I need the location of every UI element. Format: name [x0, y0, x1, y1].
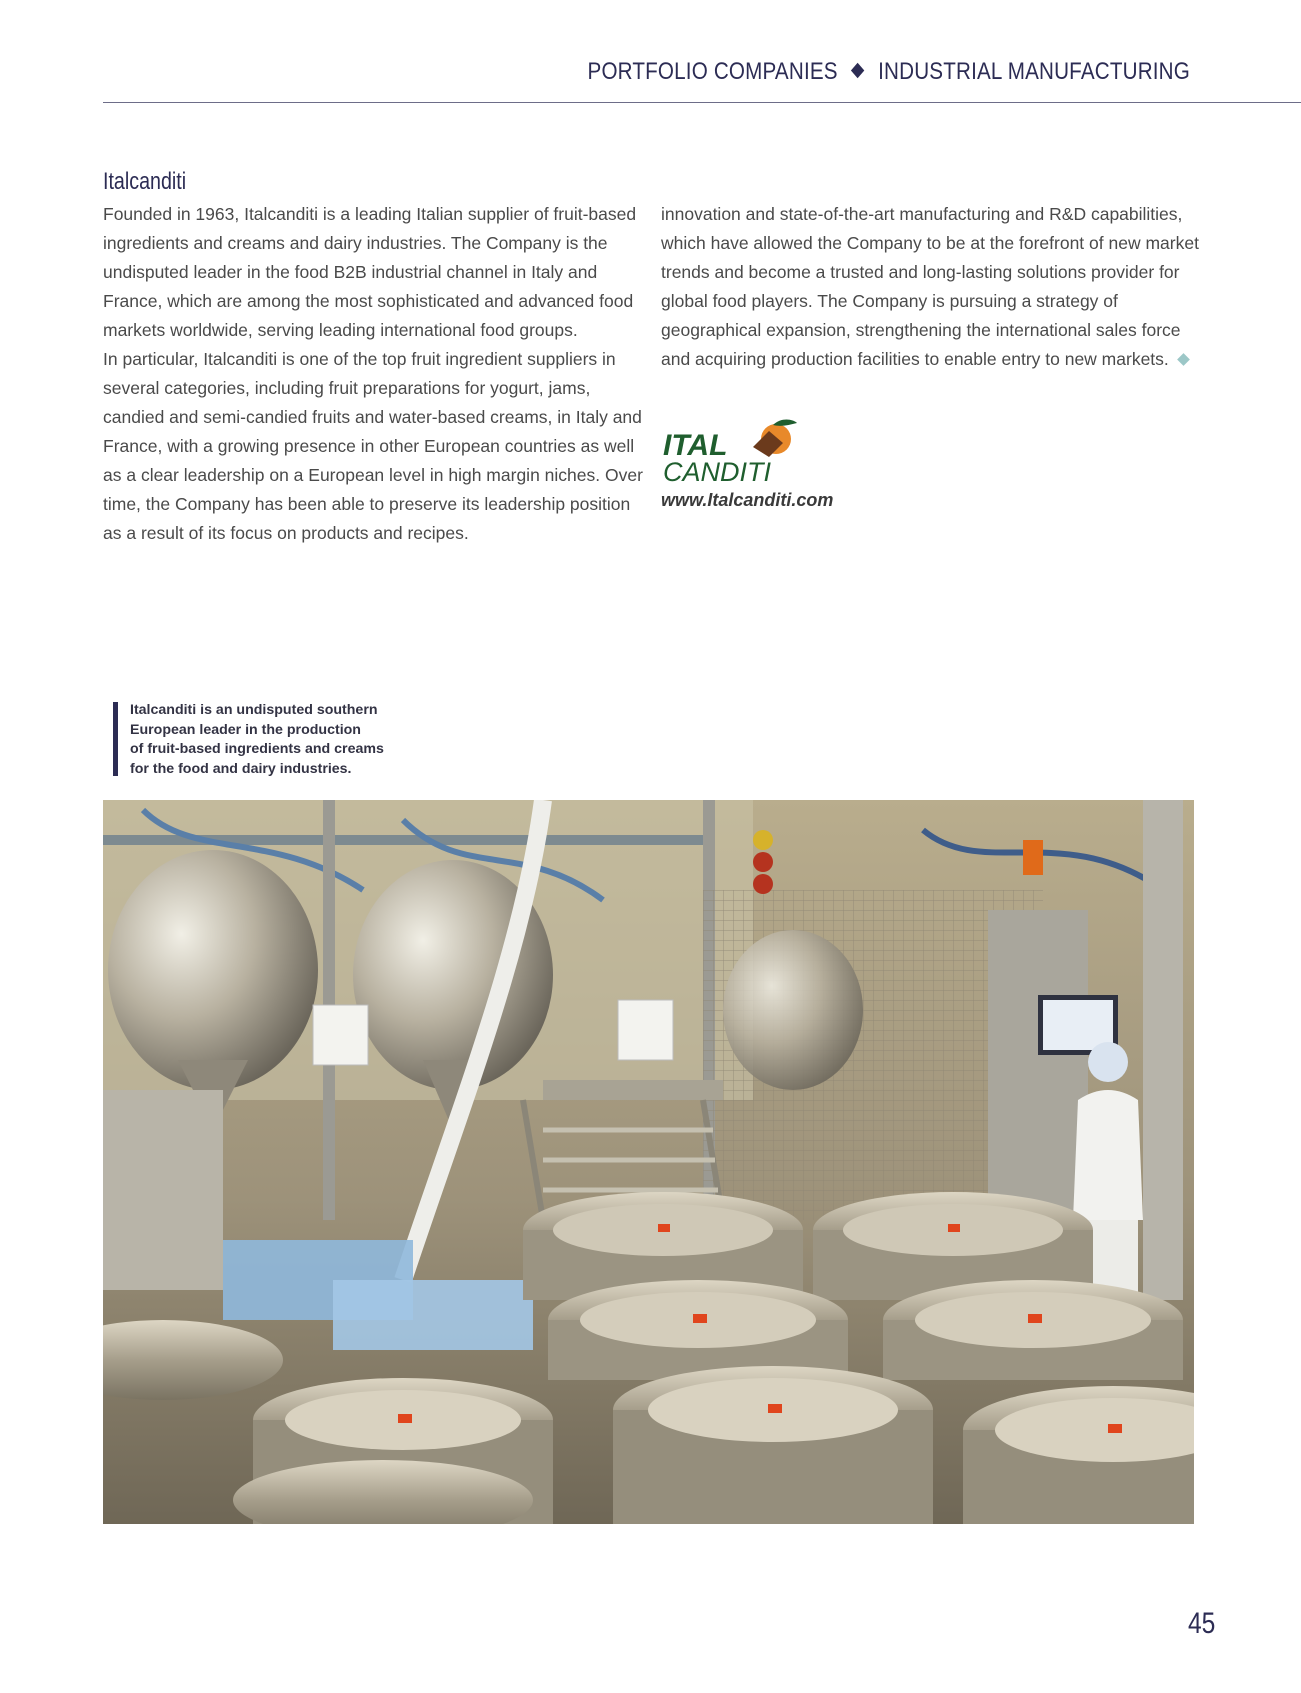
section-header: [167, 58, 1190, 86]
company-website-link[interactable]: www.Italcanditi.com: [661, 490, 834, 510]
article-column-right: [661, 200, 1201, 374]
paragraph: innovation and state-of-the-art manufacturing and R&D capabilities, which have allowed the Company to be at the forefront of new market trends and become a trusted and long-lasting solutions provider for global food players. The Company is pursuing a strategy of geographical expansion, strengthening the international sales force and acquiring production facilities to enable entry to new markets.: [661, 204, 1199, 369]
pull-quote-line: for the food and dairy industries.: [130, 760, 352, 777]
article-column-left: [103, 200, 643, 548]
header-subsection: INDUSTRIAL MANUFACTURING: [878, 58, 1190, 85]
logo-line2: CANDITI: [663, 457, 771, 485]
article-title: Italcanditi: [103, 168, 187, 195]
header-section: PORTFOLIO COMPANIES: [587, 58, 838, 85]
page-number: 45: [1188, 1607, 1216, 1640]
factory-photo: [103, 800, 1194, 1524]
italcanditi-logo: [661, 417, 801, 485]
header-rule: [103, 102, 1301, 103]
end-mark-icon: [1177, 353, 1190, 366]
pull-quote: [130, 701, 430, 779]
paragraph: In particular, Italcanditi is one of the top fruit ingredient suppliers in several categories, including fruit preparations for yogurt, jams, candied and semi-candied fruits and water-based creams, in Italy and France, with a growing presence in other European countries as well as a clear leadership on a European level in high margin niches. Over time, the Company has been able to preserve its leadership position as a result of its focus on products and recipes.: [103, 349, 643, 543]
leaf-icon: [773, 420, 797, 426]
pull-quote-line: Italcanditi is an undisputed southern: [130, 702, 378, 718]
pull-quote-line: European leader in the production: [130, 721, 361, 738]
logo-line1: ITAL: [663, 429, 728, 462]
paragraph: Founded in 1963, Italcanditi is a leading Italian supplier of fruit-based ingredients and creams and dairy industries. The Company is the undisputed leader in the food B2B industrial channel in Italy and France, which are among the most sophisticated and advanced food markets worldwide, serving leading international food groups.: [103, 204, 637, 340]
diamond-separator-icon: [851, 63, 864, 79]
pull-quote-line: of fruit-based ingredients and creams: [130, 741, 384, 757]
pull-quote-bar: [113, 702, 118, 776]
